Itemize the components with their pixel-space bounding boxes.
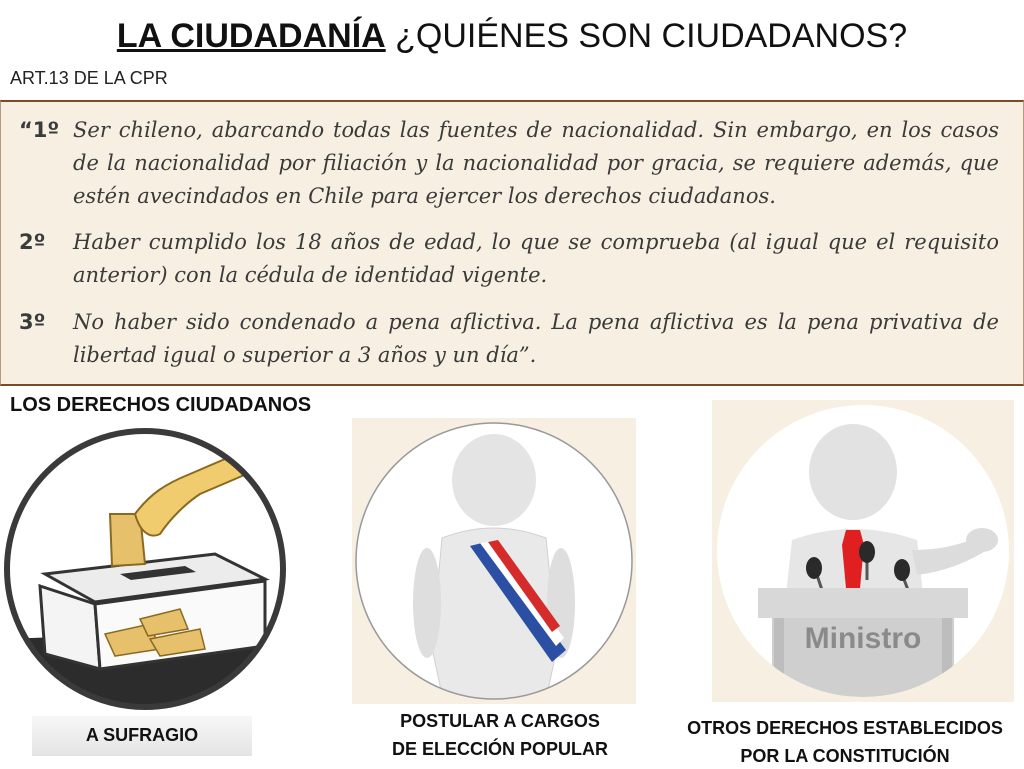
requirement-number: 3º xyxy=(19,310,46,334)
candidate-figure-icon xyxy=(352,418,636,704)
suffrage-caption: A SUFRAGIO xyxy=(85,725,199,745)
candidate-caption-line1: POSTULAR A CARGOS xyxy=(400,711,600,731)
requirement-text: Ser chileno, abarcando todas las fuentes de nacionalidad. Sin embargo, en los casos de la nacionalidad por filiación y la nacionalidad por gracia, se requiere además, que estén avecindados en Chile para ejercer los derechos ciudadanos. xyxy=(73,118,999,208)
requirement-number: “1º xyxy=(19,118,60,142)
requirement-text: No haber sido condenado a pena aflictiva. La pena aflictiva es la pena privativa de libertad igual o superior a 3 años y un día”. xyxy=(73,310,999,367)
requirement-number: 2º xyxy=(19,230,46,254)
requirement-1 xyxy=(19,114,999,214)
ballot-box-icon xyxy=(0,424,300,714)
podium-label: Ministro xyxy=(804,622,922,655)
suffrage-illustration xyxy=(0,424,300,714)
requirement-3 xyxy=(19,306,999,372)
candidate-illustration xyxy=(352,418,636,704)
minister-illustration xyxy=(712,400,1014,702)
podium-figure-icon xyxy=(712,400,1014,702)
page-title xyxy=(0,14,1024,58)
subtitle: ART.13 DE LA CPR xyxy=(10,68,168,88)
title-main: LA CIUDADANÍA xyxy=(116,17,386,55)
candidate-caption-line2: DE ELECCIÓN POPULAR xyxy=(391,739,609,759)
title-rest: ¿QUIÉNES SON CIUDADANOS? xyxy=(385,17,908,55)
other-rights-caption-line2: POR LA CONSTITUCIÓN xyxy=(740,746,950,766)
article-quote-box xyxy=(0,100,1024,386)
other-rights-caption-line1: OTROS DERECHOS ESTABLECIDOS xyxy=(687,718,1003,738)
requirement-text: Haber cumplido los 18 años de edad, lo que se comprueba (al igual que el requisito anterior) con la cédula de identidad vigente. xyxy=(73,230,999,287)
requirement-2 xyxy=(19,226,999,292)
rights-heading: LOS DERECHOS CIUDADANOS xyxy=(10,394,312,416)
